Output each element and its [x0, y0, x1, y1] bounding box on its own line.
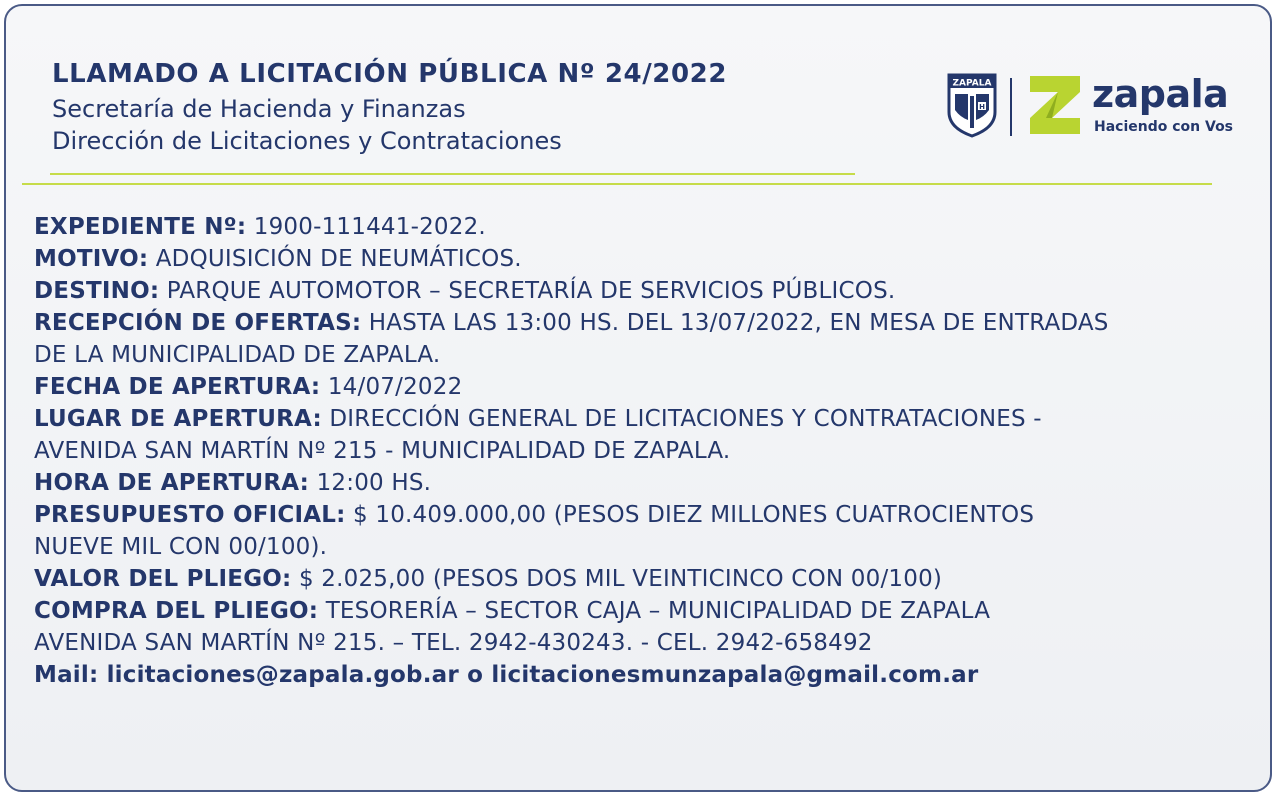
field-value: DIRECCIÓN GENERAL DE LICITACIONES Y CONTRATACIONES -	[329, 406, 1042, 432]
field-value: TESORERÍA – SECTOR CAJA – MUNICIPALIDAD DE ZAPALA	[325, 598, 991, 624]
field-valor-pliego	[34, 563, 1264, 595]
field-hora-apertura	[34, 467, 1264, 499]
field-value: HASTA LAS 13:00 HS. DEL 13/07/2022, EN MESA DE ENTRADAS	[368, 310, 1109, 336]
field-value: 1900-111441-2022.	[253, 214, 486, 240]
field-value: $ 10.409.000,00 (PESOS DIEZ MILLONES CUATROCIENTOS	[353, 502, 1035, 528]
field-label: MOTIVO:	[34, 246, 149, 272]
field-value: 14/07/2022	[327, 374, 463, 400]
logo-divider	[1010, 78, 1012, 136]
announcement-card	[4, 4, 1272, 792]
department-name: Secretaría de Hacienda y Finanzas	[52, 95, 466, 123]
field-value: AVENIDA SAN MARTÍN Nº 215. – TEL. 2942-430243. - CEL. 2942-658492	[34, 630, 873, 656]
field-label: LUGAR DE APERTURA:	[34, 406, 322, 432]
field-value: 12:00 HS.	[316, 470, 432, 496]
field-recepcion-ofertas-cont	[34, 339, 1264, 371]
header-divider-short	[50, 173, 855, 175]
header-divider-long	[22, 183, 1212, 185]
field-value: NUEVE MIL CON 00/100).	[34, 534, 328, 560]
field-destino	[34, 275, 1264, 307]
field-compra-pliego-cont	[34, 627, 1264, 659]
field-value: AVENIDA SAN MARTÍN Nº 215 - MUNICIPALIDAD DE ZAPALA.	[34, 438, 731, 464]
field-label: FECHA DE APERTURA:	[34, 374, 321, 400]
office-name: Dirección de Licitaciones y Contrataciones	[52, 127, 562, 155]
field-presupuesto-oficial	[34, 499, 1264, 531]
logo-group	[946, 72, 1246, 142]
field-lugar-apertura-cont	[34, 435, 1264, 467]
field-expediente	[34, 211, 1264, 243]
field-lugar-apertura	[34, 403, 1264, 435]
field-value: DE LA MUNICIPALIDAD DE ZAPALA.	[34, 342, 441, 368]
field-fecha-apertura	[34, 371, 1264, 403]
field-label: RECEPCIÓN DE OFERTAS:	[34, 310, 362, 336]
municipal-crest-icon	[946, 72, 998, 138]
page-title: LLAMADO A LICITACIÓN PÚBLICA Nº 24/2022	[52, 59, 728, 89]
field-presupuesto-oficial-cont	[34, 531, 1264, 563]
svg-text:H: H	[979, 103, 985, 111]
field-label: COMPRA DEL PLIEGO:	[34, 598, 319, 624]
field-value: ADQUISICIÓN DE NEUMÁTICOS.	[155, 246, 522, 272]
field-value: PARQUE AUTOMOTOR – SECRETARÍA DE SERVICIOS PÚBLICOS.	[166, 278, 896, 304]
zapala-z-logo-icon	[1026, 74, 1084, 136]
brand-wordmark: zapala	[1092, 72, 1229, 116]
field-label: DESTINO:	[34, 278, 160, 304]
crest-label: ZAPALA	[952, 78, 992, 89]
field-label: HORA DE APERTURA:	[34, 470, 310, 496]
contact-mail: Mail: licitaciones@zapala.gob.ar o licitacionesmunzapala@gmail.com.ar	[34, 662, 979, 688]
field-recepcion-ofertas	[34, 307, 1264, 339]
field-label: VALOR DEL PLIEGO:	[34, 566, 292, 592]
field-motivo	[34, 243, 1264, 275]
field-label: EXPEDIENTE Nº:	[34, 214, 247, 240]
field-value: $ 2.025,00 (PESOS DOS MIL VEINTICINCO CON 00/100)	[298, 566, 943, 592]
brand-tagline: Haciendo con Vos	[1094, 119, 1234, 135]
tender-details	[34, 211, 1264, 691]
field-compra-pliego	[34, 595, 1264, 627]
field-label: PRESUPUESTO OFICIAL:	[34, 502, 346, 528]
